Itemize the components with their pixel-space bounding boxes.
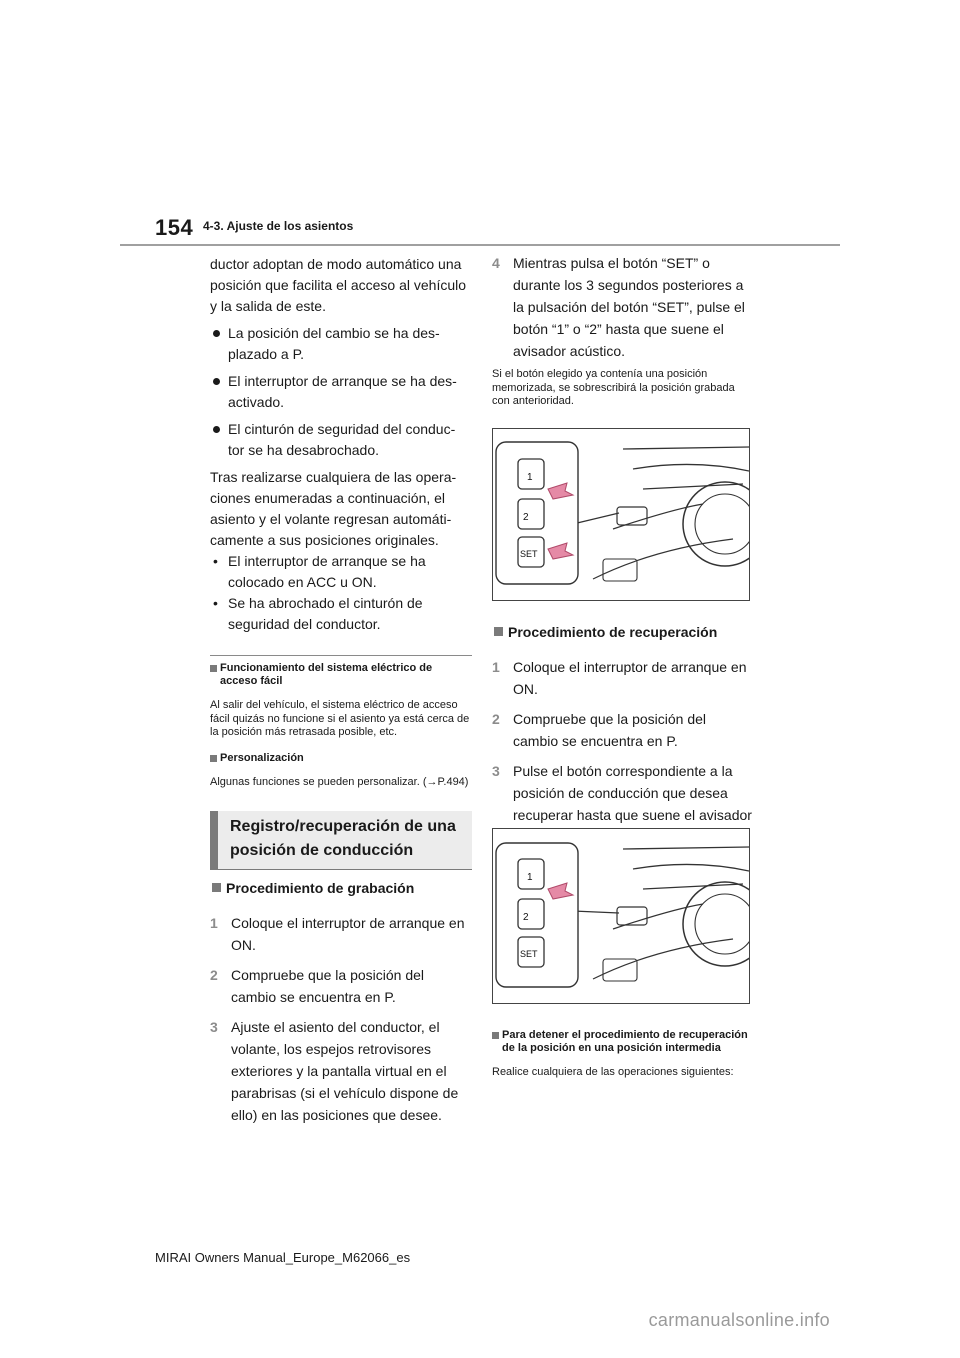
note-title-personalization: Personalización <box>210 752 472 765</box>
figure-memory-set <box>492 428 750 601</box>
overwrite-note: Si el botón elegido ya contenía una posición memorizada, se sobrescribirá la posición grabada con anterioridad. <box>492 368 735 407</box>
step-item <box>210 964 472 1008</box>
return-paragraph: Tras realizarse cualquiera de las opera- ciones enumeradas a continuación, el asiento y el volante regresan automáti- camente a sus posiciones originales. <box>210 469 457 548</box>
step-number: 2 <box>210 967 218 983</box>
procedure-title-record: Procedimiento de grabación <box>210 878 472 898</box>
left-column <box>210 250 472 1126</box>
set-button-label: SET <box>520 949 538 959</box>
bullet-item: La posición del cambio se ha des- plazado a P. <box>210 323 472 365</box>
procedure-title-recall: Procedimiento de recuperación <box>492 622 754 642</box>
button-1-label: 1 <box>527 472 533 483</box>
set-button-label: SET <box>520 549 538 559</box>
step-text: Compruebe que la posición del cambio se encuentra en P. <box>231 967 425 1005</box>
step-text: Mientras pulsa el botón “SET” o durante los 3 segundos posteriores a la pulsación del botón “SET”, pulse el botón “1” o “2” hasta que suene el avisador acústico. <box>513 255 745 359</box>
note-body-easy-access: Al salir del vehículo, el sistema eléctrico de acceso fácil quizás no funcione si el asiento ya está cerca de la posición más retrasada posible, etc. <box>210 699 470 738</box>
section-heading-box: Registro/recuperación de una posición de conducción <box>210 811 472 869</box>
step-item <box>492 708 754 752</box>
header-rule <box>120 244 840 246</box>
button-2-label: 2 <box>523 912 529 923</box>
step-text: Coloque el interruptor de arranque en ON. <box>513 659 747 697</box>
step-item <box>210 912 472 956</box>
note-divider <box>210 655 472 656</box>
stop-recall-note <box>492 1018 754 1080</box>
step-number: 2 <box>492 711 500 727</box>
dot-item: • Se ha abrochado el cinturón de seguridad del conductor. <box>210 593 472 635</box>
watermark: carmanualsonline.info <box>648 1310 830 1330</box>
note-body-personalization: Algunas funciones se pueden personalizar. (→P.494) <box>210 775 469 788</box>
bullet-item: El cinturón de seguridad del conduc- tor se ha desabrochado. <box>210 419 472 461</box>
step-number: 1 <box>210 915 218 931</box>
step-number: 1 <box>492 659 500 675</box>
door-panel-illustration <box>493 829 749 1003</box>
figure-memory-recall <box>492 828 750 1004</box>
step-text: Ajuste el asiento del conductor, el volante, los espejos retrovisores exteriores y la pantalla virtual en el parabrisas (si el vehículo dispone de ello) en las posiciones que desee. <box>231 1019 459 1123</box>
step-item <box>210 1016 472 1126</box>
page-number: 154 <box>155 215 194 240</box>
bullet-item: El interruptor de arranque se ha des- activado. <box>210 371 472 413</box>
section-title: 4-3. Ajuste de los asientos <box>203 219 354 233</box>
footer-doc-id: MIRAI Owners Manual_Europe_M62066_es <box>155 1250 411 1265</box>
step-number: 3 <box>210 1019 218 1035</box>
step-item <box>492 656 754 700</box>
button-1-label: 1 <box>527 872 533 883</box>
step-text: Coloque el interruptor de arranque en ON. <box>231 915 465 953</box>
step-text: Pulse el botón correspondiente a la posición de conducción que desea recuperar hasta que suene el avisador <box>513 763 752 823</box>
section-heading-rule <box>210 869 472 870</box>
step-number: 4 <box>492 255 500 271</box>
step-number: 3 <box>492 763 500 779</box>
button-2-label: 2 <box>523 512 529 523</box>
intro-paragraph: ductor adoptan de modo automático una posición que facilita el acceso al vehículo y la salida de este. <box>210 256 467 314</box>
step-item <box>492 252 754 362</box>
step-text: Compruebe que la posición del cambio se encuentra en P. <box>513 711 707 749</box>
note-title-easy-access: Funcionamiento del sistema eléctrico de acceso fácil <box>210 662 472 688</box>
stop-recall-body: Realice cualquiera de las operaciones siguientes: <box>492 1066 734 1078</box>
door-panel-illustration <box>493 429 749 600</box>
recovery-block <box>492 608 754 848</box>
stop-recall-title: Para detener el procedimiento de recuperación de la posición en una posición intermedia <box>492 1029 754 1055</box>
dot-item: • El interruptor de arranque se ha colocado en ACC u ON. <box>210 551 472 593</box>
right-column <box>492 250 754 409</box>
